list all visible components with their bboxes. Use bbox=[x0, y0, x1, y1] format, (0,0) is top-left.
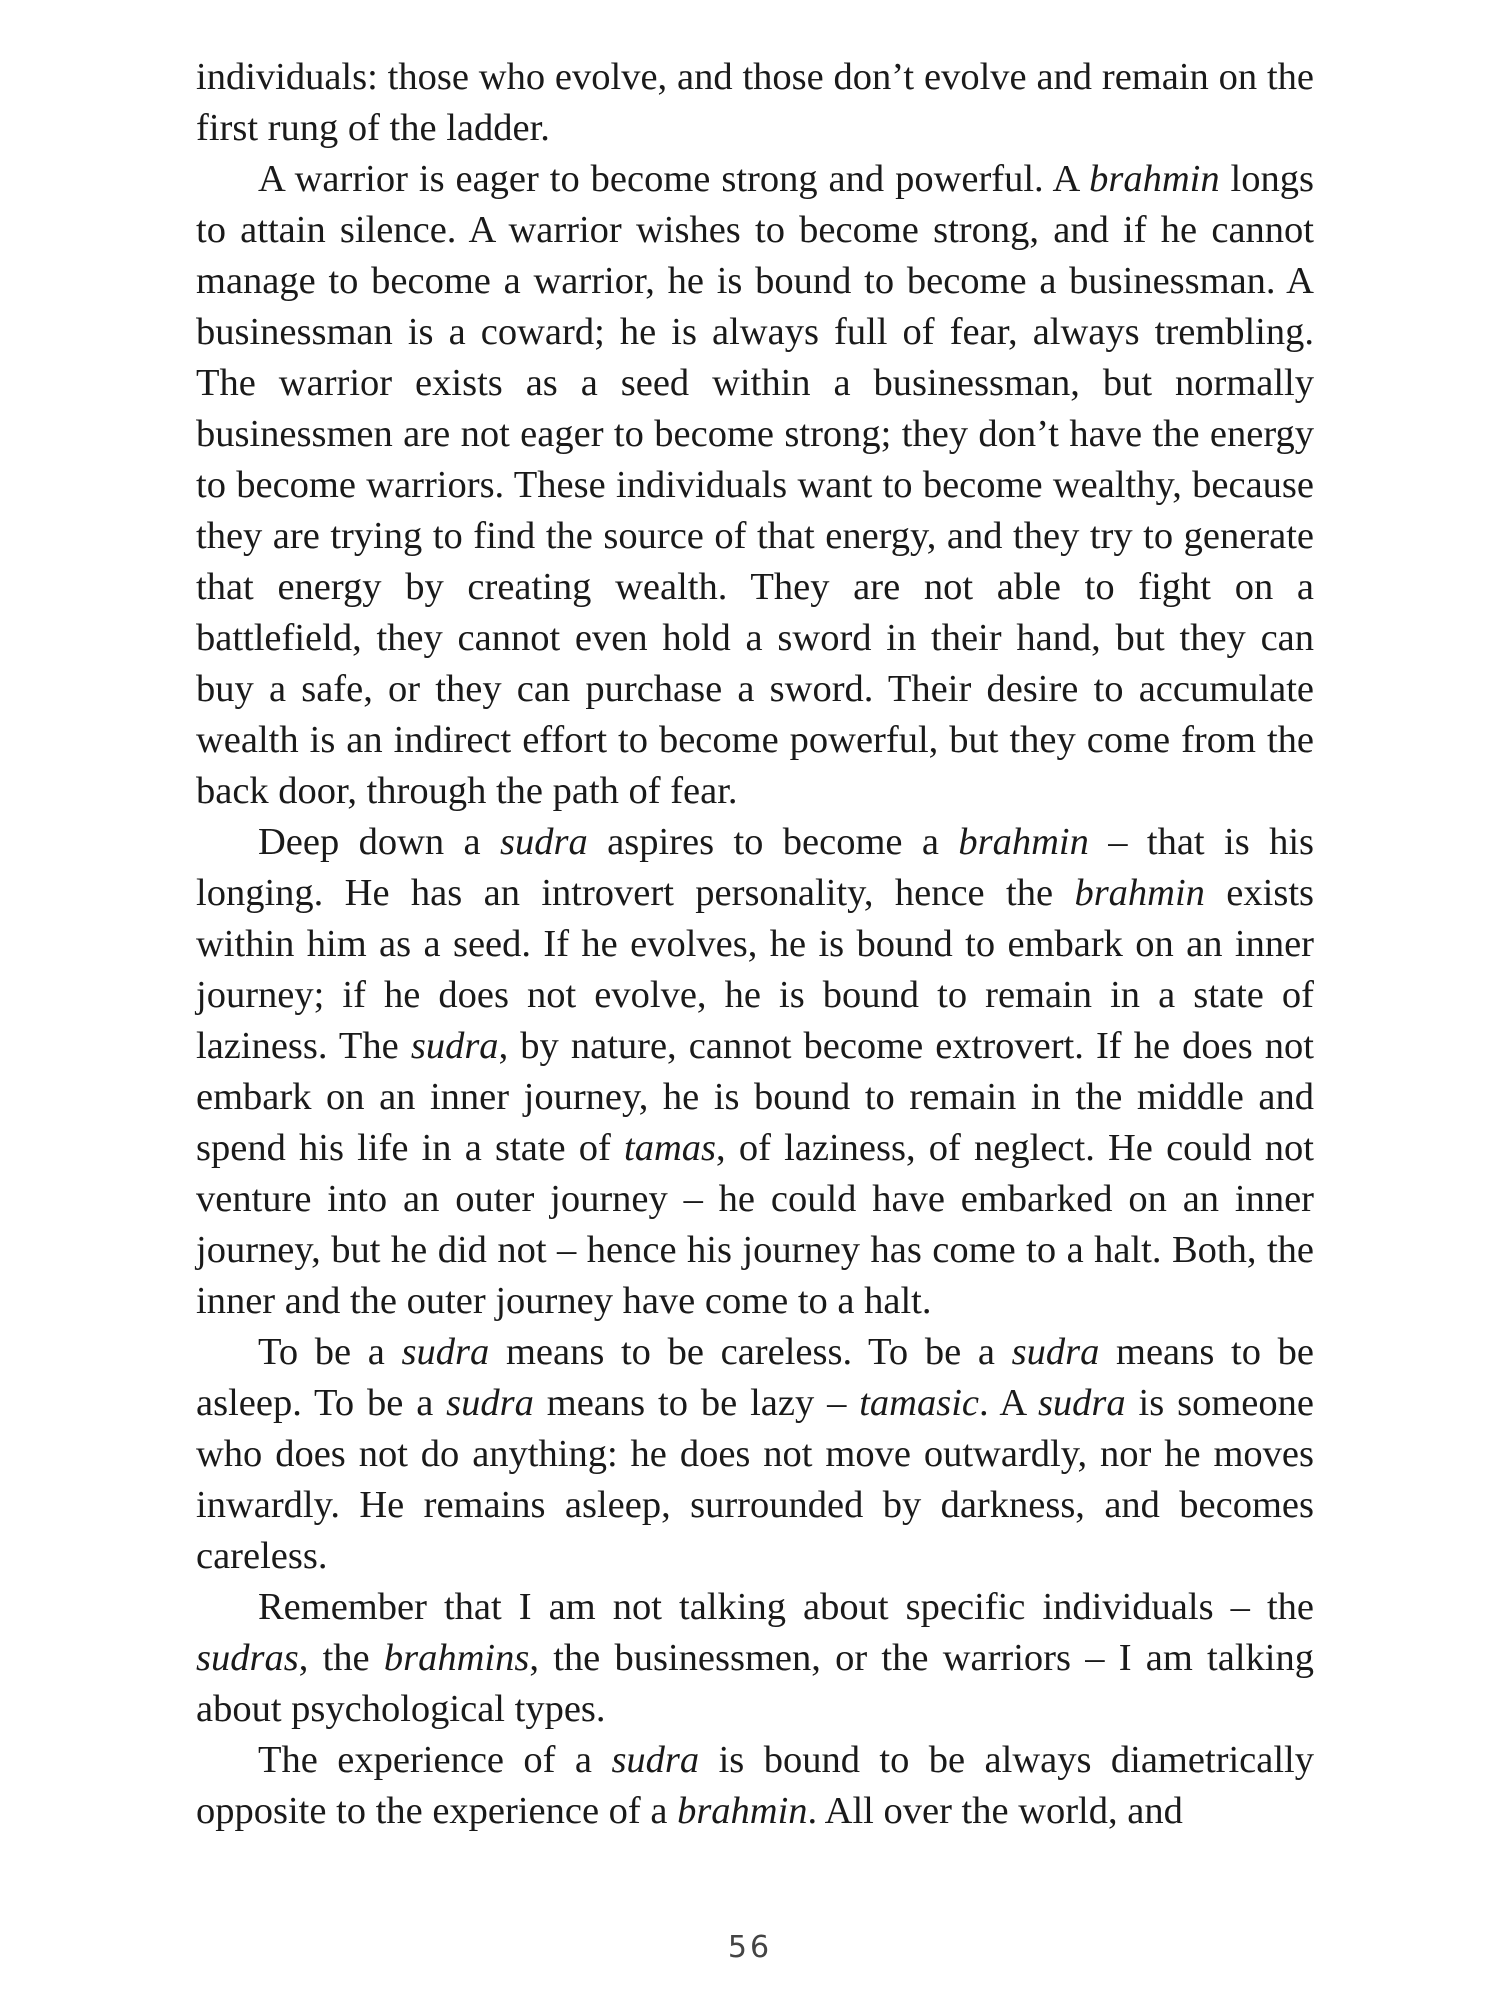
text-segment: exists within him as a seed. If he evolves, he is bound to embark on an inner journey; if he does not evolve, he is bound to remain in a state of laziness. The bbox=[196, 872, 1314, 1067]
text-segment: A warrior is eager to become strong and powerful. A bbox=[258, 158, 1090, 200]
text-segment: . All over the world, and bbox=[807, 1790, 1183, 1832]
italic-term: brahmin bbox=[1089, 158, 1220, 200]
text-segment: means to be careless. To be a bbox=[489, 1331, 1012, 1373]
text-segment: Remember that I am not talking about specific individuals – the bbox=[258, 1586, 1314, 1628]
text-segment: is someone who does not do anything: he does not move outwardly, nor he moves inwardly. He remains asleep, surrounded by darkness, and becomes careless. bbox=[196, 1382, 1314, 1577]
italic-term: sudra bbox=[611, 1739, 700, 1781]
italic-term: brahmins bbox=[383, 1637, 530, 1679]
italic-term: sudra bbox=[410, 1025, 499, 1067]
text-segment: , the bbox=[298, 1637, 384, 1679]
text-segment: is bound to be always diametrically opposite to the experience of a bbox=[196, 1739, 1314, 1832]
text-segment: Deep down a bbox=[258, 821, 501, 863]
italic-term: tamas bbox=[624, 1127, 717, 1169]
italic-term: brahmin bbox=[1074, 872, 1205, 914]
italic-term: sudra bbox=[1011, 1331, 1100, 1373]
italic-term: tamasic bbox=[859, 1382, 979, 1424]
page-number: 56 bbox=[727, 1930, 773, 1965]
italic-term: sudra bbox=[1037, 1382, 1126, 1424]
paragraph-2 bbox=[196, 154, 1314, 817]
text-segment: individuals: those who evolve, and those don’t evolve and remain on the first rung of the ladder. bbox=[196, 56, 1314, 149]
text-segment: , by nature, cannot become extrovert. If he does not embark on an inner journey, he is bound to remain in the middle and spend his life in a state of bbox=[196, 1025, 1314, 1169]
italic-term: sudra bbox=[401, 1331, 490, 1373]
paragraph-3 bbox=[196, 817, 1314, 1327]
text-segment: . A bbox=[979, 1382, 1038, 1424]
text-segment: , of laziness, of neglect. He could not venture into an outer journey – he could have embarked on an inner journey, but he did not – hence his journey has come to a halt. Both, the inner and the outer journey have come to a halt. bbox=[196, 1127, 1314, 1322]
paragraph-4 bbox=[196, 1327, 1314, 1582]
text-segment: means to be asleep. To be a bbox=[196, 1331, 1315, 1424]
paragraph-1 bbox=[196, 52, 1314, 154]
italic-term: sudra bbox=[446, 1382, 534, 1424]
italic-term: brahmin bbox=[958, 821, 1089, 863]
italic-term: sudras bbox=[196, 1637, 299, 1679]
italic-term: brahmin bbox=[677, 1790, 808, 1832]
text-segment: To be a bbox=[258, 1331, 402, 1373]
text-segment: aspires to become a bbox=[587, 821, 959, 863]
text-segment: – that is his longing. He has an introvert personality, hence the bbox=[196, 821, 1315, 914]
italic-term: sudra bbox=[500, 821, 588, 863]
text-segment: longs to attain silence. A warrior wishes to become strong, and if he cannot manage to become a warrior, he is bound to become a businessman. A businessman is a coward; he is always full of fear, always trembling. The warrior exists as a seed within a businessman, but normally businessmen are not eager to become strong; they don’t have the energy to become warriors. These individuals want to become wealthy, because they are trying to find the source of that energy, and they try to generate that energy by creating wealth. They are not able to fight on a battlefield, they cannot even hold a sword in their hand, but they can buy a safe, or they can purchase a sword. Their desire to accumulate wealth is an indirect effort to become powerful, but they come from the back door, through the path of fear. bbox=[196, 158, 1314, 812]
text-segment: The experience of a bbox=[258, 1739, 612, 1781]
body-text bbox=[196, 52, 1314, 1837]
text-segment: means to be lazy – bbox=[533, 1382, 860, 1424]
paragraph-6 bbox=[196, 1735, 1314, 1837]
text-segment: , the businessmen, or the warriors – I am talking about psychological types. bbox=[196, 1637, 1314, 1730]
paragraph-5 bbox=[196, 1582, 1314, 1735]
